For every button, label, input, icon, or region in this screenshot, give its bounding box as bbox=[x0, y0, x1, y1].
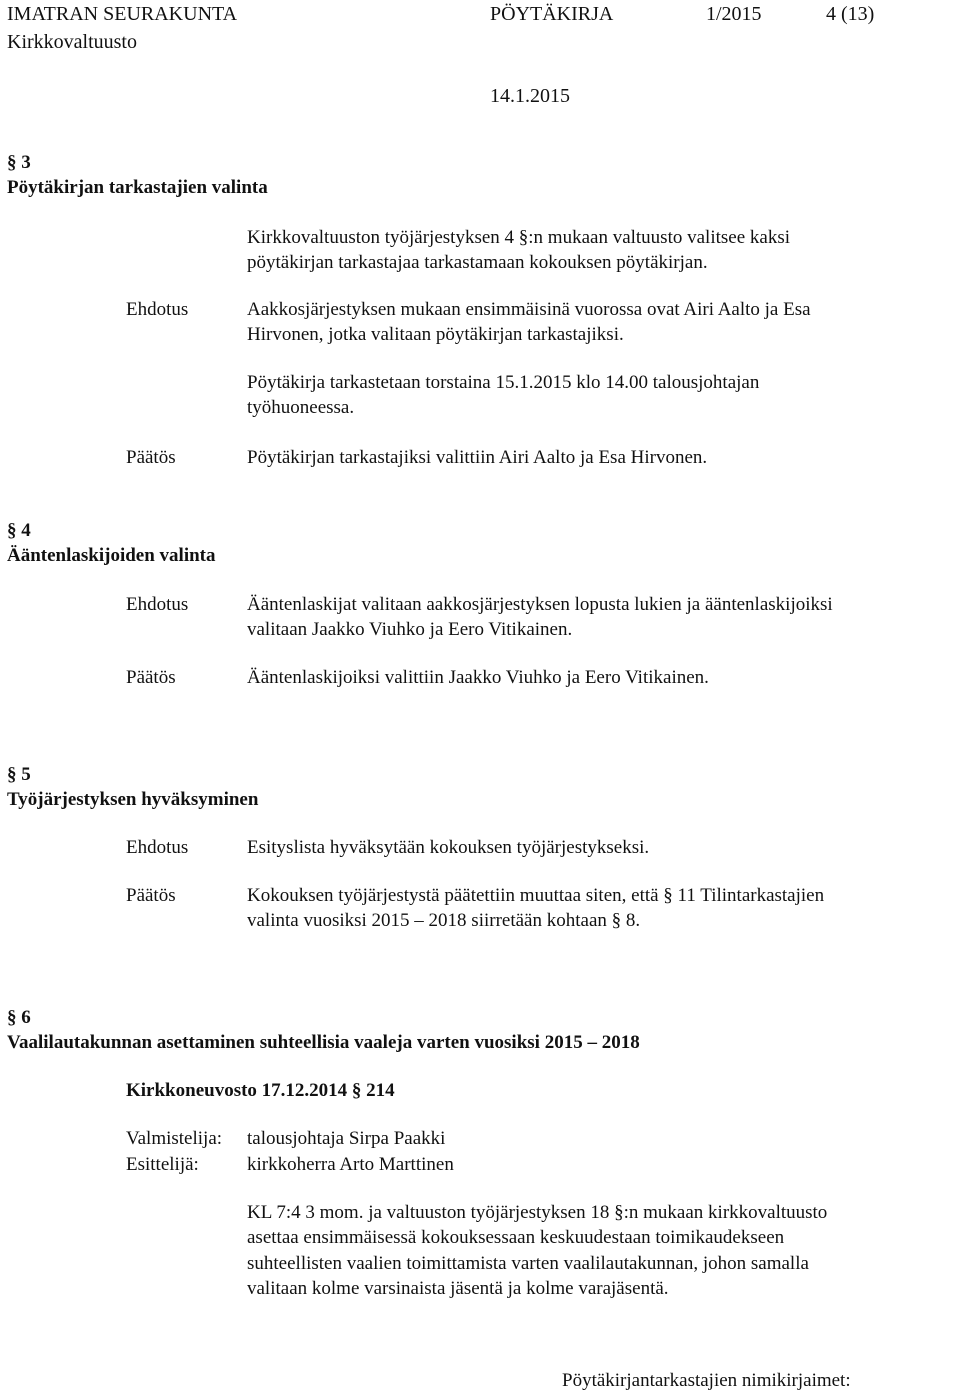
section-4-decision-label: Päätös bbox=[126, 667, 176, 688]
presenter-value: kirkkoherra Arto Marttinen bbox=[247, 1154, 454, 1175]
section-4-proposal-label: Ehdotus bbox=[126, 594, 189, 615]
section-4-proposal-2: valitaan Jaakko Viuhko ja Eero Vitikainen. bbox=[247, 619, 573, 640]
meeting-date: 14.1.2015 bbox=[490, 85, 570, 107]
section-3-check-1: Pöytäkirja tarkastetaan torstaina 15.1.2015 klo 14.00 talousjohtajan bbox=[247, 372, 760, 393]
doc-number: 1/2015 bbox=[706, 3, 762, 25]
section-6-body-3: suhteellisten vaalien toimittamista varten vaalilautakunnan, johon samalla bbox=[247, 1253, 809, 1274]
section-3-title: Pöytäkirjan tarkastajien valinta bbox=[7, 177, 268, 198]
section-4-number: § 4 bbox=[7, 520, 31, 541]
section-4-proposal-1: Ääntenlaskijat valitaan aakkosjärjestyksen lopusta lukien ja ääntenlaskijoiksi bbox=[247, 594, 833, 615]
doc-type: PÖYTÄKIRJA bbox=[490, 3, 614, 25]
page-number: 4 (13) bbox=[826, 3, 875, 25]
section-3-decision-label: Päätös bbox=[126, 447, 176, 468]
section-3-intro-2: pöytäkirjan tarkastajaa tarkastamaan kokouksen pöytäkirjan. bbox=[247, 252, 708, 273]
section-5-proposal-label: Ehdotus bbox=[126, 837, 189, 858]
section-6-number: § 6 bbox=[7, 1007, 31, 1028]
section-3-proposal-1: Aakkosjärjestyksen mukaan ensimmäisinä vuorossa ovat Airi Aalto ja Esa bbox=[247, 299, 811, 320]
section-3-decision: Pöytäkirjan tarkastajiksi valittiin Airi Aalto ja Esa Hirvonen. bbox=[247, 447, 708, 468]
footer-signatures: Pöytäkirjantarkastajien nimikirjaimet: bbox=[562, 1370, 851, 1391]
section-5-decision-2: valinta vuosiksi 2015 – 2018 siirretään kohtaan § 8. bbox=[247, 910, 641, 931]
section-3-proposal-label: Ehdotus bbox=[126, 299, 189, 320]
section-6-body-4: valitaan kolme varsinaista jäsentä ja kolme varajäsentä. bbox=[247, 1278, 669, 1299]
section-6-reference: Kirkkoneuvosto 17.12.2014 § 214 bbox=[126, 1080, 395, 1101]
section-4-decision: Ääntenlaskijoiksi valittiin Jaakko Viuhko ja Eero Vitikainen. bbox=[247, 667, 709, 688]
preparer-value: talousjohtaja Sirpa Paakki bbox=[247, 1128, 446, 1149]
section-6-body-2: asettaa ensimmäisessä kokouksessaan keskuudestaan toimikaudekseen bbox=[247, 1227, 785, 1248]
section-5-decision-1: Kokouksen työjärjestystä päätettiin muuttaa siten, että § 11 Tilintarkastajien bbox=[247, 885, 825, 906]
preparer-label: Valmistelija: bbox=[126, 1128, 223, 1149]
section-4-title: Ääntenlaskijoiden valinta bbox=[7, 545, 216, 566]
body-name: Kirkkovaltuusto bbox=[7, 31, 137, 53]
section-3-intro-1: Kirkkovaltuuston työjärjestyksen 4 §:n mukaan valtuusto valitsee kaksi bbox=[247, 227, 790, 248]
presenter-label: Esittelijä: bbox=[126, 1154, 199, 1175]
section-3-proposal-2: Hirvonen, jotka valitaan pöytäkirjan tarkastajiksi. bbox=[247, 324, 624, 345]
section-6-title: Vaalilautakunnan asettaminen suhteellisia vaaleja varten vuosiksi 2015 – 2018 bbox=[7, 1032, 640, 1053]
section-5-number: § 5 bbox=[7, 764, 31, 785]
section-6-body-1: KL 7:4 3 mom. ja valtuuston työjärjestyksen 18 §:n mukaan kirkkovaltuusto bbox=[247, 1202, 828, 1223]
section-3-check-2: työhuoneessa. bbox=[247, 397, 355, 418]
section-5-proposal: Esityslista hyväksytään kokouksen työjärjestykseksi. bbox=[247, 837, 650, 858]
section-5-decision-label: Päätös bbox=[126, 885, 176, 906]
org-name: IMATRAN SEURAKUNTA bbox=[7, 3, 238, 25]
section-3-number: § 3 bbox=[7, 152, 31, 173]
section-5-title: Työjärjestyksen hyväksyminen bbox=[7, 789, 259, 810]
